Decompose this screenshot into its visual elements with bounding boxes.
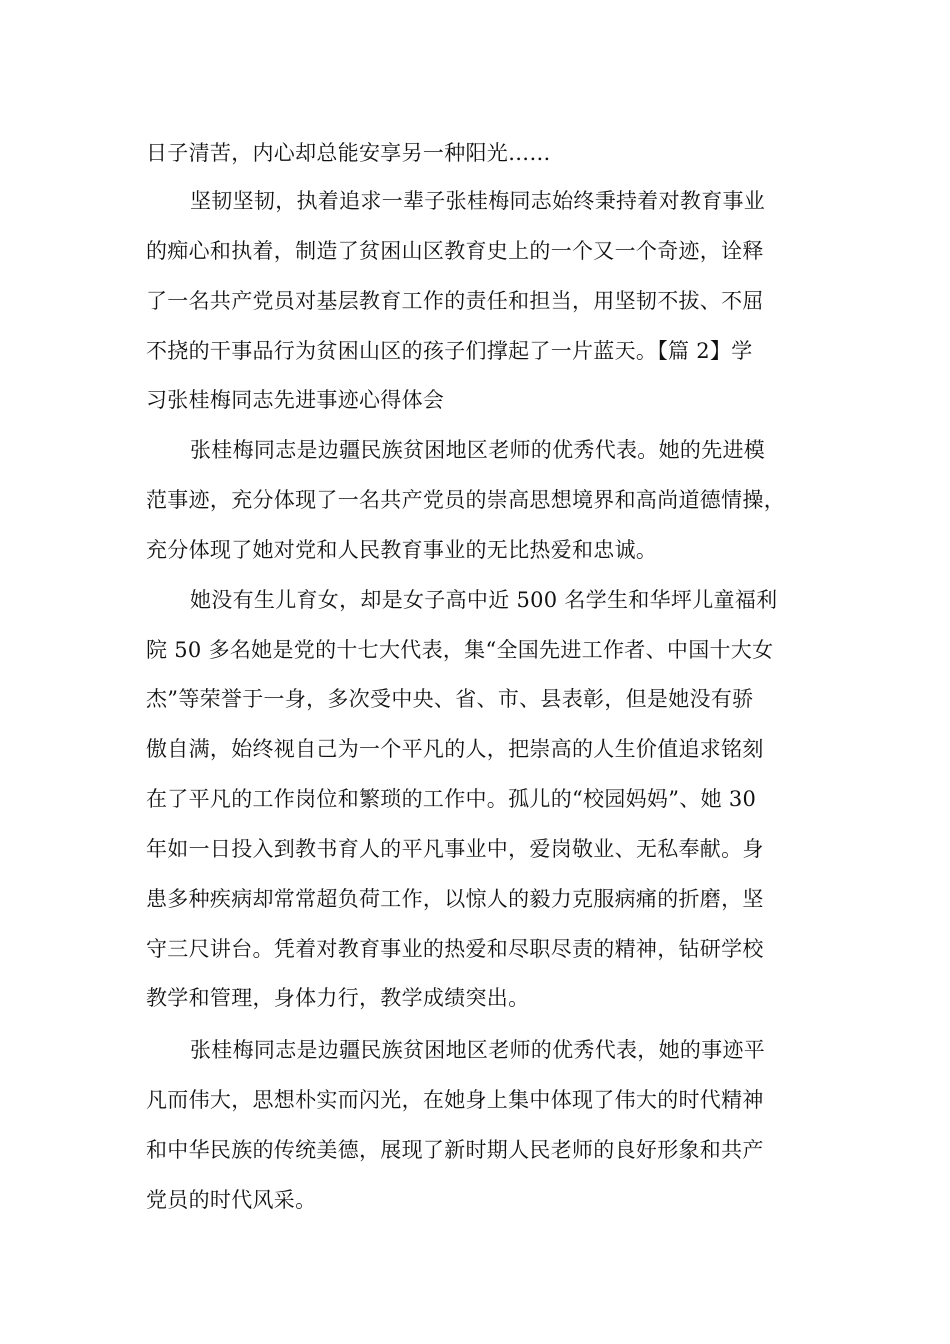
text-line: 在了平凡的工作岗位和繁琐的工作中。孤儿的“校园妈妈”、她 30 [146, 787, 757, 811]
text-line: 凡而伟大，思想朴实而闪光，在她身上集中体现了伟大的时代精神 [146, 1088, 764, 1112]
text-line: 充分体现了她对党和人民教育事业的无比热爱和忠诚。 [146, 538, 658, 562]
text-line: 教学和管理，身体力行，教学成绩突出。 [146, 986, 530, 1010]
paragraph-first-line: 张桂梅同志是边疆民族贫困地区老师的优秀代表。她的先进模 [190, 438, 766, 462]
text-line: 患多种疾病却常常超负荷工作，以惊人的毅力克服病痛的折磨，坚 [146, 887, 764, 911]
text-line: 院 50 多名她是党的十七大代表，集“全国先进工作者、中国十大女 [146, 638, 774, 662]
text-line: 杰”等荣誉于一身，多次受中央、省、市、县表彰，但是她没有骄 [146, 687, 754, 711]
text-line: 了一名共产党员对基层教育工作的责任和担当，用坚韧不拔、不屈 [146, 289, 764, 313]
text-line: 不挠的干事品行为贫困山区的孩子们撑起了一片蓝天。【篇 2】学 [146, 339, 753, 363]
text-line: 守三尺讲台。凭着对教育事业的热爱和尽职尽责的精神，钻研学校 [146, 937, 764, 961]
text-line: 傲自满，始终视自己为一个平凡的人，把崇高的人生价值追求铭刻 [146, 737, 764, 761]
text-line: 年如一日投入到教书育人的平凡事业中，爱岗敬业、无私奉献。身 [146, 837, 764, 861]
paragraph-first-line: 张桂梅同志是边疆民族贫困地区老师的优秀代表，她的事迹平 [190, 1038, 766, 1062]
text-line: 习张桂梅同志先进事迹心得体会 [146, 388, 445, 412]
text-line: 范事迹，充分体现了一名共产党员的崇高思想境界和高尚道德情操， [146, 488, 785, 512]
text-line: 和中华民族的传统美德，展现了新时期人民老师的良好形象和共产 [146, 1138, 764, 1162]
paragraph-first-line: 坚韧坚韧，执着追求一辈子张桂梅同志始终秉持着对教育事业 [190, 189, 766, 213]
paragraph-first-line: 她没有生儿育女，却是女子高中近 500 名学生和华坪儿童福利 [190, 588, 778, 612]
text-line: 党员的时代风采。 [146, 1188, 317, 1212]
text-line: 的痴心和执着，制造了贫困山区教育史上的一个又一个奇迹，诠释 [146, 239, 764, 263]
text-line: 日子清苦，内心却总能安享另一种阳光…… [146, 141, 551, 165]
